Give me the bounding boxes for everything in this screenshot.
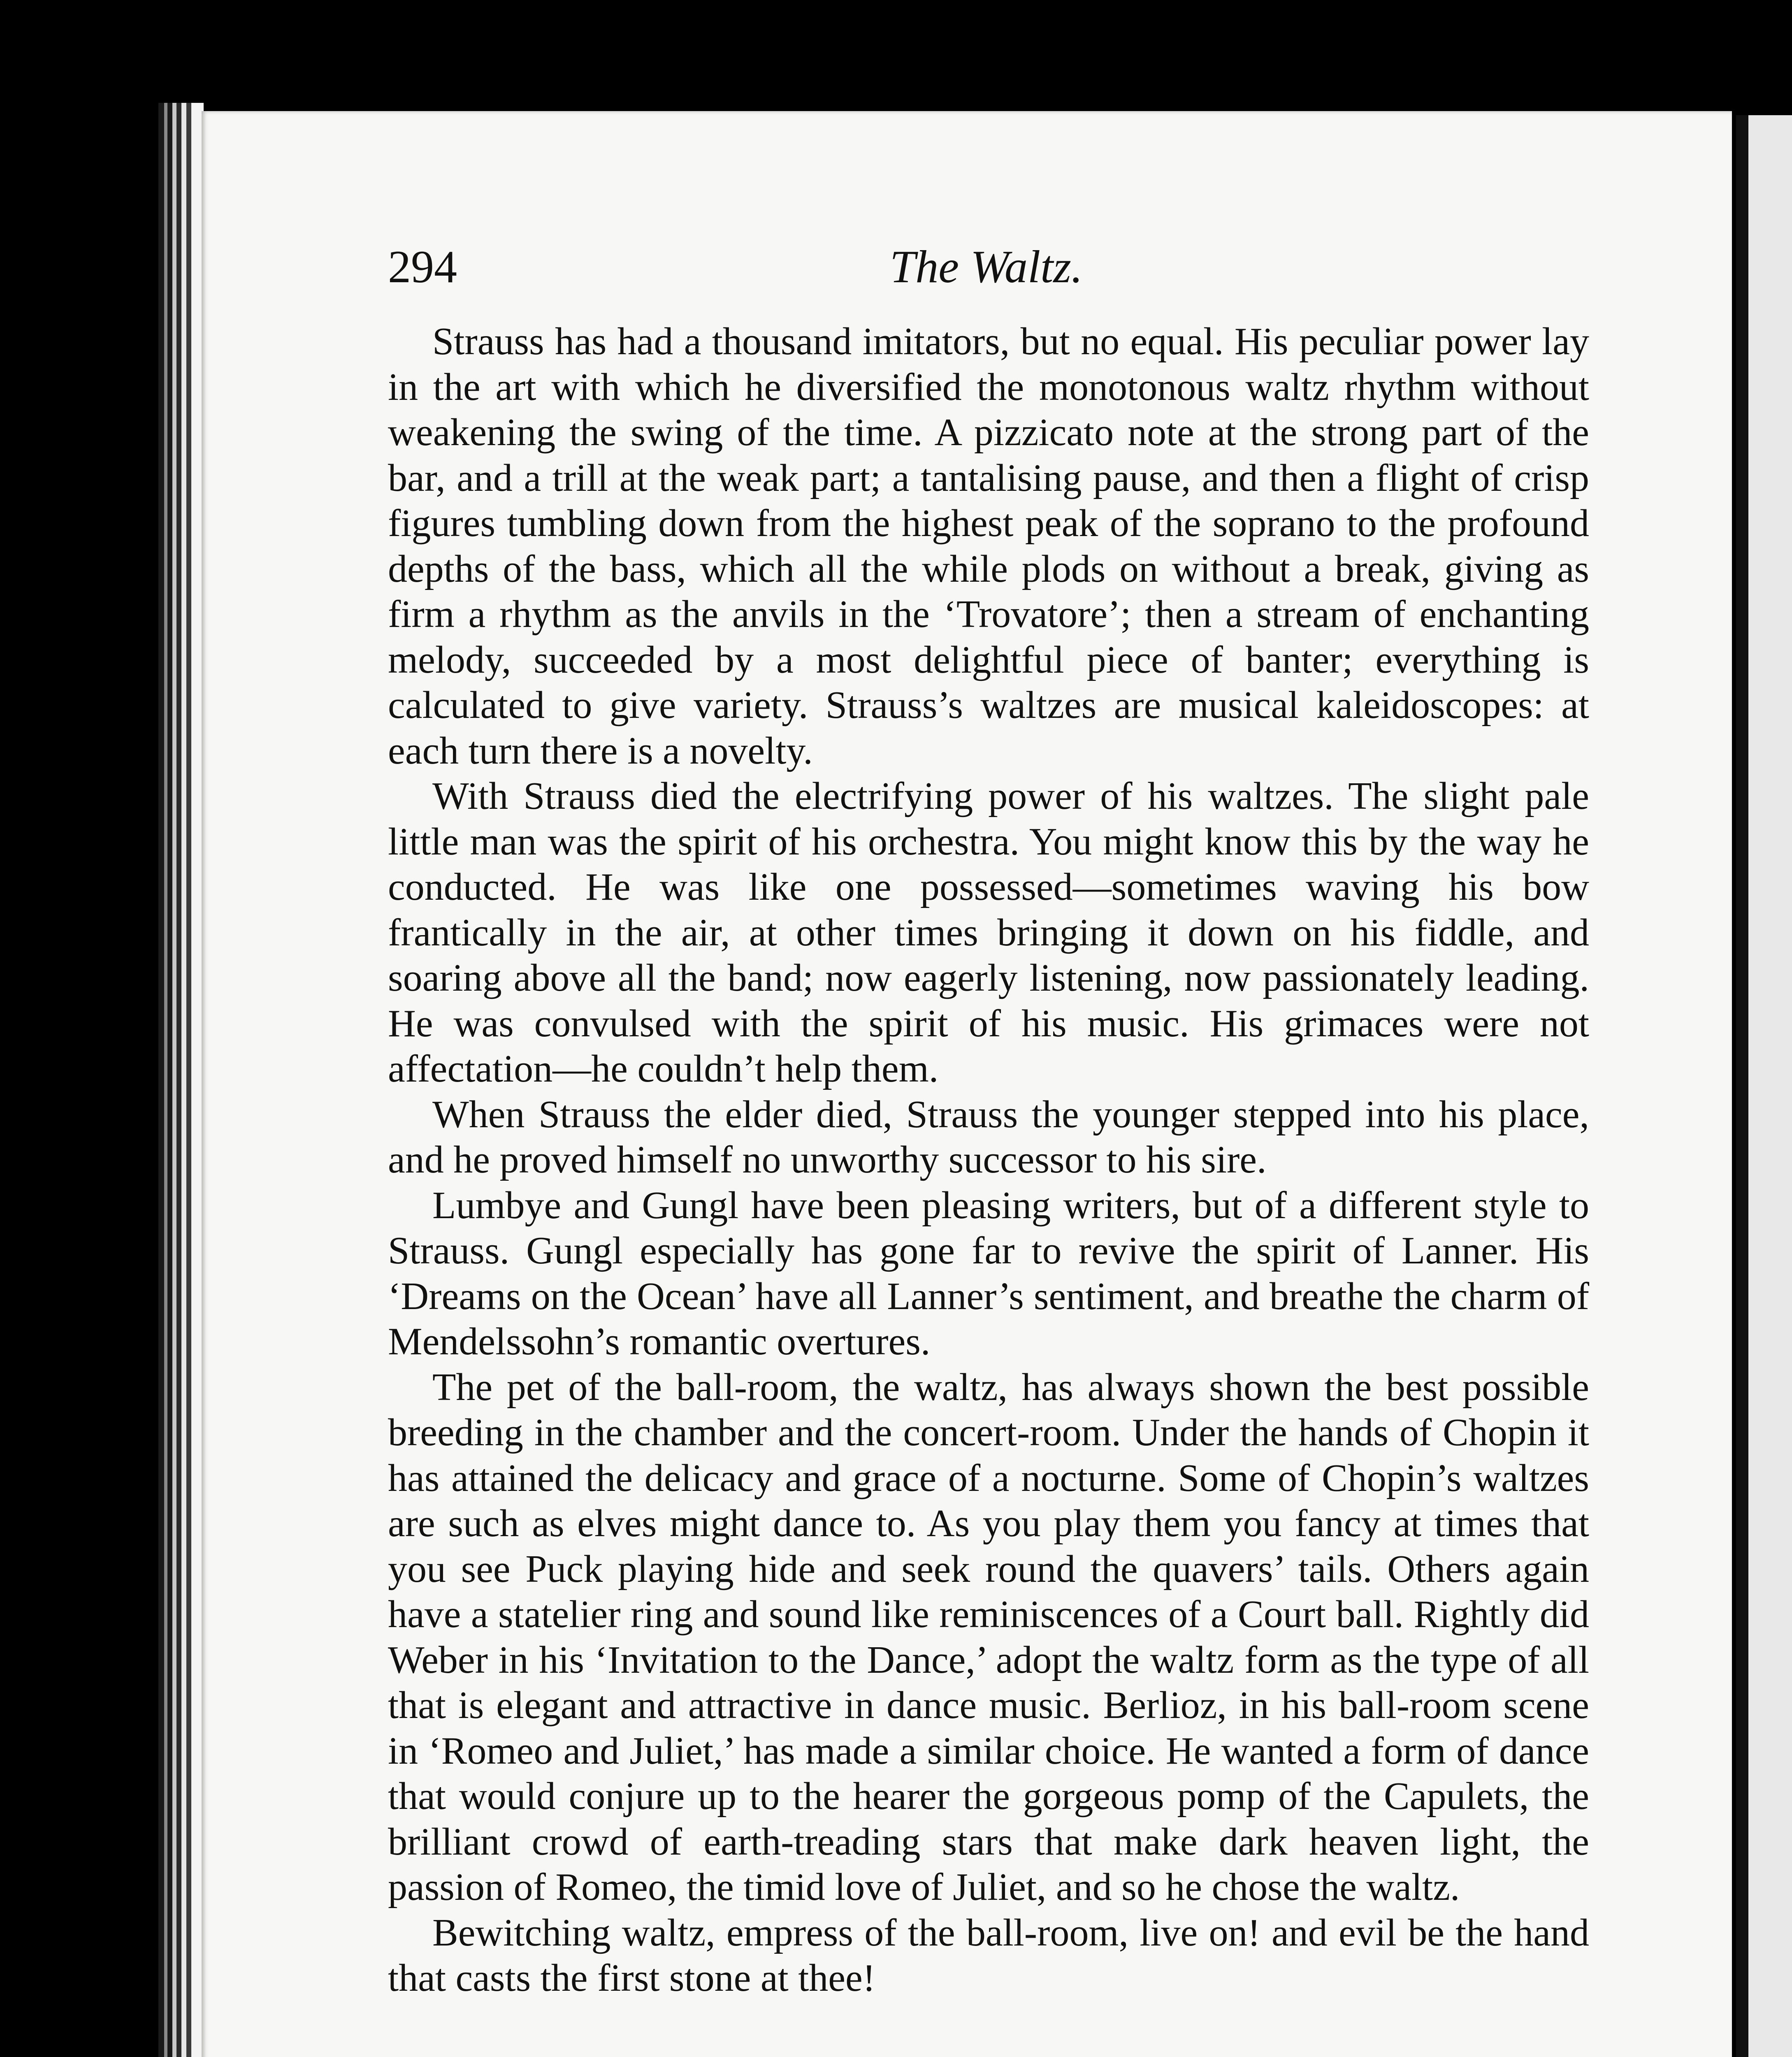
next-page-edge — [1736, 115, 1792, 2057]
paragraph: Bewitching waltz, empress of the ball-room, live on! and evil be the hand that casts the first stone at thee! — [388, 1911, 1589, 1999]
page-header — [388, 241, 1589, 294]
paragraph: Strauss has had a thousand imitators, but no equal. His peculiar power lay in the art with which he diversified the monotonous waltz rhythm without weakening the swing of the time. A pizzicato note at the strong part of the bar, and a trill at the weak part; a tantalising pause, and then a flight of crisp figures tumbling down from the highest peak of the soprano to the profound depths of the bass, which all the while plods on without a break, giving as firm a rhythm as the anvils in the ‘Trovatore’; then a stream of enchanting melody, succeeded by a most delightful piece of banter; everything is calculated to give variety. Strauss’s waltzes are musical kaleidoscopes: at each turn there is a novelty. — [388, 320, 1589, 772]
paragraph: The pet of the ball-room, the waltz, has always shown the best possible breeding in the chamber and the concert-room. Under the hands of Chopin it has attained the delicacy and grace of a nocturne. Some of Chopin’s waltzes are such as elves might dance to. As you play them you fancy at times that you see Puck playing hide and seek round the quavers’ tails. Others again have a statelier ring and sound like reminiscences of a Court ball. Rightly did Weber in his ‘Invitation to the Dance,’ adopt the waltz form as the type of all that is elegant and attractive in dance music. Berlioz, in his ball-room scene in ‘Romeo and Juliet,’ has made a similar choice. He wanted a form of dance that would conjure up to the hearer the gorgeous pomp of the Capulets, the brilliant crowd of earth-treading stars that make dark heaven light, the passion of Romeo, the timid love of Juliet, and so he chose the waltz. — [388, 1365, 1589, 1908]
paragraph: When Strauss the elder died, Strauss the younger stepped into his place, and he proved himself no unworthy successor to his sire. — [388, 1093, 1589, 1181]
page-number: 294 — [388, 241, 457, 293]
book-gutter-edge — [158, 103, 204, 2057]
paragraph: Lumbye and Gungl have been pleasing writers, but of a different style to Strauss. Gungl especially has gone far to revive the spirit of Lanner. His ‘Dreams on the Ocean’ have all Lanner’s sentiment, and breathe the charm of Mendelssohn’s romantic overtures. — [388, 1184, 1589, 1363]
paragraph: With Strauss died the electrifying power of his waltzes. The slight pale little man was the spirit of his orchestra. You might know this by the way he conducted. He was like one possessed—sometimes waving his bow frantically in the air, at other times bringing it down on his fiddle, and soaring above all the band; now eagerly listening, now passionately leading. He was convulsed with the spirit of his music. His grimaces were not affectation—he couldn’t help them. — [388, 775, 1589, 1090]
body-text — [388, 319, 1589, 2001]
running-head: The Waltz. — [890, 241, 1083, 293]
